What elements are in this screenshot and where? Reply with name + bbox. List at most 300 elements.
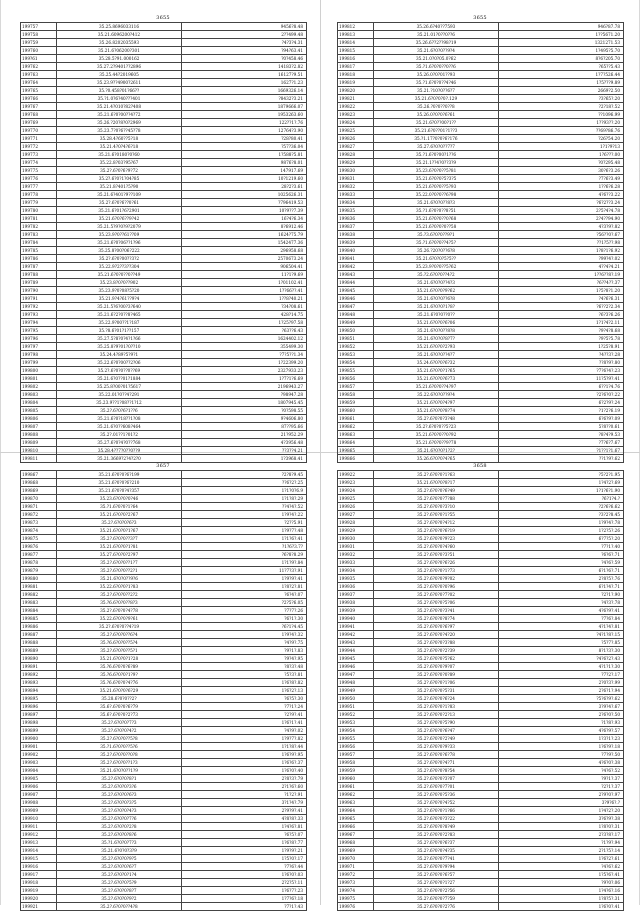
table-row	[21, 191, 307, 199]
coordinate-cell: 35.?3.6?0?0??9?1	[374, 231, 499, 239]
row-id-cell: 199781	[21, 215, 57, 223]
table-row	[338, 247, 624, 255]
amount-cell: 355499.30	[182, 343, 307, 351]
table-row	[21, 303, 307, 311]
row-id-cell: 199930	[338, 535, 374, 543]
row-id-cell: 199858	[338, 391, 374, 399]
coordinate-cell: 35.?1.6?0?0??4?5?	[374, 239, 499, 247]
table-row	[338, 383, 624, 391]
table-row	[338, 223, 624, 231]
coordinate-cell: 35.2?.6?0?0?2?49	[374, 735, 499, 743]
row-id-cell: 199851	[338, 335, 374, 343]
coordinate-cell: 35.2?.6?0?0?9?02	[374, 575, 499, 583]
amount-cell: 16?4?6.34	[182, 215, 307, 223]
amount-cell: 1?1?8?.44	[182, 743, 307, 751]
row-id-cell: 199789	[21, 279, 57, 287]
table-row	[338, 871, 624, 879]
panel-bottom-right	[337, 462, 623, 911]
table-row	[338, 679, 624, 687]
coordinate-cell: 35.21.6?0?0??0??49	[57, 271, 182, 279]
amount-cell: 1542477.36	[182, 239, 307, 247]
table-row	[338, 759, 624, 767]
row-id-cell: 199951	[338, 703, 374, 711]
table-row	[338, 703, 624, 711]
amount-cell: 9456?8.48	[182, 23, 307, 31]
table-row	[21, 111, 307, 119]
amount-cell: 1?25?8.91	[499, 343, 624, 351]
table-row	[338, 807, 624, 815]
row-id-cell: 199853	[338, 351, 374, 359]
amount-cell: 3?1?4?.79	[182, 799, 307, 807]
coordinate-cell: 35.21.6096200?412	[57, 31, 182, 39]
table-row	[21, 719, 307, 727]
coordinate-cell: 35.22.9?2??3??304	[57, 263, 182, 271]
row-id-cell: 199973	[338, 879, 374, 887]
amount-cell: ?26?54.20	[499, 135, 624, 143]
table-row	[21, 295, 307, 303]
amount-cell: 1?6?1?.41	[182, 719, 307, 727]
table-row	[338, 303, 624, 311]
amount-cell: 1?7?526.44	[499, 71, 624, 79]
coordinate-cell: 35.2?.6?0?0?4?3	[57, 807, 182, 815]
row-id-cell: 199793	[21, 311, 57, 319]
amount-cell: 1?8?0?.31	[499, 823, 624, 831]
amount-cell: ??3??4.21	[182, 447, 307, 455]
coordinate-cell: 35.21.6?0?0?8?17	[374, 479, 499, 487]
panel-bottom-left	[20, 462, 306, 911]
amount-cell: ??1?5??.98	[499, 239, 624, 247]
table-row	[338, 839, 624, 847]
amount-cell: 1?1?4?2.11	[499, 319, 624, 327]
amount-cell: 10?9??7.39	[182, 207, 307, 215]
row-id-cell: 199765	[21, 87, 57, 95]
coordinate-cell: 35.24.4?89?5?9?1	[57, 351, 182, 359]
amount-cell: 2570673.24	[182, 255, 307, 263]
coordinate-cell: 35.?8.6?01?1??157	[57, 327, 182, 335]
table-row	[338, 415, 624, 423]
table-row	[21, 55, 307, 63]
amount-cell: ?9?5?5.78	[499, 335, 624, 343]
amount-cell: ?57?36.04	[182, 143, 307, 151]
table-row	[21, 367, 307, 375]
coordinate-cell: 35.21.6?2?0??8?465	[57, 311, 182, 319]
amount-cell: 1?8?2?.81	[182, 583, 307, 591]
row-id-cell: 199918	[21, 879, 57, 887]
coordinate-cell: 35.26.0?0?0?6?61	[374, 111, 499, 119]
row-id-cell: 199816	[338, 55, 374, 63]
coordinate-cell: 35.28.4??7?0??0??9	[57, 447, 182, 455]
row-id-cell: 199775	[21, 167, 57, 175]
table-row	[338, 895, 624, 903]
table-row	[21, 903, 307, 911]
coordinate-cell: 35.23.6?0?0?0?46	[57, 495, 182, 503]
amount-cell: ?9?4?8.68	[499, 327, 624, 335]
table-row	[338, 423, 624, 431]
table-row	[21, 23, 307, 31]
row-id-cell: 199856	[338, 375, 374, 383]
row-id-cell: 199917	[21, 871, 57, 879]
amount-cell: ?6?2??3.24	[499, 199, 624, 207]
table-row	[21, 391, 307, 399]
amount-cell: 2??499.48	[182, 31, 307, 39]
row-id-cell: 199954	[338, 727, 374, 735]
amount-cell: ?8?4?9.53	[499, 431, 624, 439]
table-row	[338, 375, 624, 383]
row-id-cell: 199947	[338, 671, 374, 679]
coordinate-cell: 35.2?.6?0?0??5?23	[374, 423, 499, 431]
row-id-cell: 199931	[338, 543, 374, 551]
row-id-cell: 199842	[338, 263, 374, 271]
table-row	[338, 471, 624, 479]
amount-cell: 1?8?5?.31	[499, 895, 624, 903]
row-id-cell: 199769	[21, 119, 57, 127]
row-id-cell: 199852	[338, 343, 374, 351]
row-id-cell: 199784	[21, 239, 57, 247]
table-row	[21, 167, 307, 175]
table-row	[338, 159, 624, 167]
coordinate-cell: 35.2?.6?0?0?7?02	[374, 591, 499, 599]
amount-cell: 4?6??3.22	[499, 191, 624, 199]
coordinate-cell: 35.25.8696033116	[57, 23, 182, 31]
table-row	[338, 631, 624, 639]
row-id-cell: 199759	[21, 39, 57, 47]
amount-cell: 122??1?.76	[182, 119, 307, 127]
amount-cell: ?2?1?.37	[499, 783, 624, 791]
amount-cell: 1?5?6?.41	[499, 871, 624, 879]
table-row	[21, 327, 307, 335]
row-id-cell: 199943	[338, 639, 374, 647]
row-id-cell: 199926	[338, 503, 374, 511]
table-row	[338, 335, 624, 343]
amount-cell: ?4?1?8?.15	[499, 631, 624, 639]
coordinate-cell: 35.2?.6?0?0?6?19	[374, 527, 499, 535]
row-id-cell: 199843	[338, 271, 374, 279]
coordinate-cell: 35.?2.6?0?0??4?2	[374, 271, 499, 279]
coordinate-cell: 35.26.?20?0??6?8	[374, 247, 499, 255]
table-row	[21, 127, 307, 135]
table-row	[21, 895, 307, 903]
amount-cell: ?65??5.43	[499, 63, 624, 71]
amount-cell: ?1?2?.91	[182, 791, 307, 799]
amount-cell: 1?5?0?.17	[182, 855, 307, 863]
coordinate-cell: 35.2?.6?0?0??5?1	[57, 647, 182, 655]
amount-cell: 1?9?4?.32	[182, 631, 307, 639]
row-id-cell: 199904	[21, 767, 57, 775]
row-id-cell: 199885	[21, 615, 57, 623]
row-id-cell: 199963	[338, 799, 374, 807]
amount-cell: 11?7?3?.91	[182, 567, 307, 575]
row-id-cell: 199788	[21, 271, 57, 279]
row-id-cell: 199970	[338, 855, 374, 863]
row-id-cell: 199905	[21, 775, 57, 783]
table-row	[338, 551, 624, 559]
row-id-cell: 199974	[338, 887, 374, 895]
amount-cell: 1?9?4?.22	[182, 511, 307, 519]
table-row	[338, 687, 624, 695]
table-row	[338, 367, 624, 375]
amount-cell: ?28?80.41	[182, 135, 307, 143]
coordinate-cell: 35.21.6?0?0?6?210	[57, 479, 182, 487]
amount-cell: ?2?18?.52	[499, 103, 624, 111]
coordinate-cell: 35.2?.6?0?0?2?76	[374, 903, 499, 911]
coordinate-cell: 35.2?.6?0?0?6?3	[57, 519, 182, 527]
row-id-cell: 199956	[338, 743, 374, 751]
amount-cell: 1?5?8?1.20	[499, 287, 624, 295]
table-row	[21, 487, 307, 495]
coordinate-cell: 35.?6.6?0?0??5?4	[57, 639, 182, 647]
coordinate-cell: 35.21.6?0?0??6?8	[374, 295, 499, 303]
row-id-cell: 199915	[21, 855, 57, 863]
table-row	[338, 447, 624, 455]
amount-cell: 1?7?6?.18	[182, 895, 307, 903]
amount-cell: 4?1?1?.30	[499, 663, 624, 671]
amount-cell: 4?6?9?.41	[499, 607, 624, 615]
amount-cell: ?5?6?9?.62	[499, 695, 624, 703]
row-id-cell: 199964	[338, 807, 374, 815]
row-id-cell: 199881	[21, 583, 57, 591]
table-row	[338, 863, 624, 871]
table-row	[338, 71, 624, 79]
row-id-cell: 199874	[21, 527, 57, 535]
row-id-cell: 199868	[21, 479, 57, 487]
coordinate-cell: 35.26.?20?8?0?2969	[57, 119, 182, 127]
coordinate-cell: 35.21.6?0?06??1?96	[57, 239, 182, 247]
amount-cell: 8?1?3?.30	[499, 647, 624, 655]
amount-cell: ?7?6?4?.23	[499, 367, 624, 375]
coordinate-cell: 35.2?.6?0?0?1?4	[57, 871, 182, 879]
amount-cell: 2?6?1?.94	[499, 687, 624, 695]
amount-cell: ??69?86.76	[499, 127, 624, 135]
row-id-cell: 199757	[21, 23, 57, 31]
table-row	[338, 783, 624, 791]
coordinate-cell: 35.21.6?0?0?9?62	[374, 287, 499, 295]
row-id-cell: 199764	[21, 79, 57, 87]
amount-cell: 2196943.27	[182, 383, 307, 391]
table-row	[338, 287, 624, 295]
row-id-cell: 199935	[338, 575, 374, 583]
panel-top-right	[337, 14, 623, 463]
amount-cell: 1?1?0?6.9	[182, 487, 307, 495]
table-row	[21, 71, 307, 79]
row-id-cell: 199835	[338, 207, 374, 215]
amount-cell: 1?6?2?.61	[499, 855, 624, 863]
table-row	[338, 655, 624, 663]
table-row	[338, 903, 624, 911]
table-row	[338, 279, 624, 287]
table-row	[338, 95, 624, 103]
coordinate-cell: 35.2?.6?0?0?5?36	[374, 791, 499, 799]
table-row	[338, 799, 624, 807]
coordinate-cell: 35.28.6?0?0??2?	[57, 695, 182, 703]
coordinate-cell: 35.2?.6?0?6??0?61	[57, 199, 182, 207]
amount-cell: 1?2?5?.26	[499, 527, 624, 535]
table-row	[338, 495, 624, 503]
table-row	[21, 143, 307, 151]
amount-cell: 4?1?4?.81	[499, 623, 624, 631]
panel-title: 3658	[473, 463, 487, 469]
coordinate-cell: 35.21.8?401?5?90	[57, 183, 182, 191]
row-id-cell: 199833	[338, 191, 374, 199]
table-row	[21, 535, 307, 543]
coordinate-cell: 35.2?.6?0?0?9?94	[374, 863, 499, 871]
row-id-cell: 199939	[338, 607, 374, 615]
row-id-cell: 199912	[21, 831, 57, 839]
coordinate-cell: 35.21.6?0?0?6?29	[57, 687, 182, 695]
row-id-cell: 199959	[338, 767, 374, 775]
coordinate-cell: 35.2?.6?0?0?2?8	[57, 823, 182, 831]
table-row	[21, 575, 307, 583]
coordinate-cell: 35.28.4?60??5?18	[57, 135, 182, 143]
coordinate-cell: 35.2?.6?0?0?1?66	[374, 807, 499, 815]
coordinate-cell: 35.21.6?0?0?0??58	[374, 223, 499, 231]
amount-cell: 1?1?9?.84	[182, 559, 307, 567]
table-row	[338, 127, 624, 135]
coordinate-cell: 35.2?.6?0?0?4?2	[57, 727, 182, 735]
table-row	[338, 583, 624, 591]
row-id-cell: 199893	[21, 679, 57, 687]
coordinate-cell: 35.28.5?91.000162	[57, 55, 182, 63]
table-row	[338, 767, 624, 775]
amount-cell: ?6?1?4.?	[499, 495, 624, 503]
amount-cell: 3?9?4?.67	[499, 703, 624, 711]
coordinate-cell: 35.21.1??4?0??3?9	[374, 159, 499, 167]
table-row	[21, 159, 307, 167]
table-row	[338, 327, 624, 335]
coordinate-cell: 35.26.0?0?01??93	[374, 71, 499, 79]
row-id-cell: 199948	[338, 679, 374, 687]
coordinate-cell: 35.?6.6?0?0?4?76	[57, 679, 182, 687]
coordinate-cell: 35.2?.01??1?01?2	[57, 431, 182, 439]
coordinate-cell: 35.2?.6?0?0?8?7	[57, 887, 182, 895]
row-id-cell: 199780	[21, 207, 57, 215]
coordinate-cell: 35.2?.6?0?0?6?97	[374, 623, 499, 631]
coordinate-cell: 35.21.6?0?0?3?9	[57, 847, 182, 855]
coordinate-cell: 35.22.6?0?0?9?61	[57, 615, 182, 623]
row-id-cell: 199968	[338, 839, 374, 847]
amount-cell: 2?2?5?.11	[182, 879, 307, 887]
row-id-cell: 199945	[338, 655, 374, 663]
coordinate-cell: 35.21.6?0?0??4?7	[374, 351, 499, 359]
row-id-cell: 199786	[21, 255, 57, 263]
amount-cell: ?7?1?.24	[182, 703, 307, 711]
amount-cell: 2?3?8?.17	[499, 831, 624, 839]
table-row	[338, 879, 624, 887]
row-id-cell: 199805	[21, 407, 57, 415]
row-id-cell: 199840	[338, 247, 374, 255]
amount-cell: ??6?2?.25	[182, 479, 307, 487]
amount-cell: 1?9?9?.41	[182, 575, 307, 583]
row-id-cell: 199907	[21, 791, 57, 799]
table-row	[21, 263, 307, 271]
coordinate-cell: 35.23.9?0?0??5?62	[374, 263, 499, 271]
amount-cell: 1?1?9?13	[499, 143, 624, 151]
table-row	[21, 175, 307, 183]
table-row	[338, 775, 624, 783]
amount-cell: ?4?6?.62	[499, 863, 624, 871]
table-row	[21, 583, 307, 591]
amount-cell: 147917.69	[182, 167, 307, 175]
amount-cell: 1?7?1?6.69	[182, 375, 307, 383]
coordinate-cell: 35.2?.6?0?0?6?7	[57, 863, 182, 871]
row-id-cell: 199891	[21, 663, 57, 671]
coordinate-cell: 35.27.5?8?0?4?1?66	[57, 335, 182, 343]
coordinate-cell: 35.2?.6?0?0?5?31	[374, 687, 499, 695]
table-row	[338, 207, 624, 215]
amount-cell: 906504.41	[182, 263, 307, 271]
row-id-cell: 199961	[338, 783, 374, 791]
table-row	[21, 183, 307, 191]
amount-cell: ?7?5??1.34	[182, 351, 307, 359]
amount-cell: ?0?295.48	[499, 159, 624, 167]
amount-cell: 12764?3.90	[182, 127, 307, 135]
amount-cell: 11?1?9.69	[182, 271, 307, 279]
row-id-cell: 199971	[338, 863, 374, 871]
coordinate-cell: 35.2?.6?0?0?2?56	[374, 887, 499, 895]
row-id-cell: 199929	[338, 527, 374, 535]
row-id-cell: 199919	[21, 887, 57, 895]
row-id-cell: 199776	[21, 175, 57, 183]
coordinate-cell: 35.2?.6?0?0?5?62	[374, 655, 499, 663]
amount-cell: 6?6?9?.09	[499, 415, 624, 423]
amount-cell: 1?9?9?.21	[182, 847, 307, 855]
amount-cell: ?8432?3.21	[182, 95, 307, 103]
coordinate-cell: 35.22.9?00??1?187	[57, 319, 182, 327]
row-id-cell: 199953	[338, 719, 374, 727]
coordinate-cell: 35.2?.6?0?0?9?07	[374, 663, 499, 671]
row-id-cell: 199934	[338, 567, 374, 575]
row-id-cell: 199876	[21, 543, 57, 551]
row-id-cell: 199862	[338, 423, 374, 431]
row-id-cell: 199901	[21, 743, 57, 751]
row-id-cell: 199952	[338, 711, 374, 719]
coordinate-cell: 35.23.6?0?0??5?81	[374, 167, 499, 175]
amount-cell: 2?8?3?.79	[182, 775, 307, 783]
amount-cell: 1?6?8?.82	[182, 679, 307, 687]
amount-cell: 5?8??0.61	[499, 423, 624, 431]
coordinate-cell: 35.2?.6?0?0?6?47	[374, 727, 499, 735]
row-id-cell: 199914	[21, 847, 57, 855]
table-row	[338, 647, 624, 655]
coordinate-cell: 35.23.7?0?6??45?78	[57, 127, 182, 135]
row-id-cell: 199916	[21, 863, 57, 871]
coordinate-cell: 35.2?.6?0?0?9?33	[374, 743, 499, 751]
coordinate-cell: 35.26.6?40??7593	[374, 23, 499, 31]
table-row	[21, 807, 307, 815]
amount-cell: 6?2?9?.24	[499, 399, 624, 407]
coordinate-cell: 35.2?.6?0?0?4?71	[374, 759, 499, 767]
coordinate-cell: 35.26.6??2??98?19	[374, 39, 499, 47]
row-id-cell: 199925	[338, 495, 374, 503]
table-row	[338, 663, 624, 671]
table-row	[21, 231, 307, 239]
table-row	[21, 703, 307, 711]
row-id-cell: 199860	[338, 407, 374, 415]
amount-cell: 1?6???.00	[499, 151, 624, 159]
coordinate-cell: 35.21.6?0?0?6?199	[57, 471, 182, 479]
coordinate-cell: 35.21.6?0?0??9?6	[57, 575, 182, 583]
row-id-cell: 199791	[21, 295, 57, 303]
coordinate-cell: 35.2?.6?0?0?5?9	[57, 879, 182, 887]
table-row	[338, 47, 624, 55]
coordinate-cell: 35.?1.6?0?0?7?3	[57, 839, 182, 847]
row-id-cell: 199809	[21, 439, 57, 447]
coordinate-cell: 35.25.8?00?06?222	[57, 247, 182, 255]
coordinate-cell: 35.21.6?0?0??5?93	[374, 183, 499, 191]
row-id-cell: 199889	[21, 647, 57, 655]
coordinate-cell: 35.21.6?0?0?6?06	[374, 319, 499, 327]
table-row	[21, 839, 307, 847]
row-id-cell: 199782	[21, 223, 57, 231]
